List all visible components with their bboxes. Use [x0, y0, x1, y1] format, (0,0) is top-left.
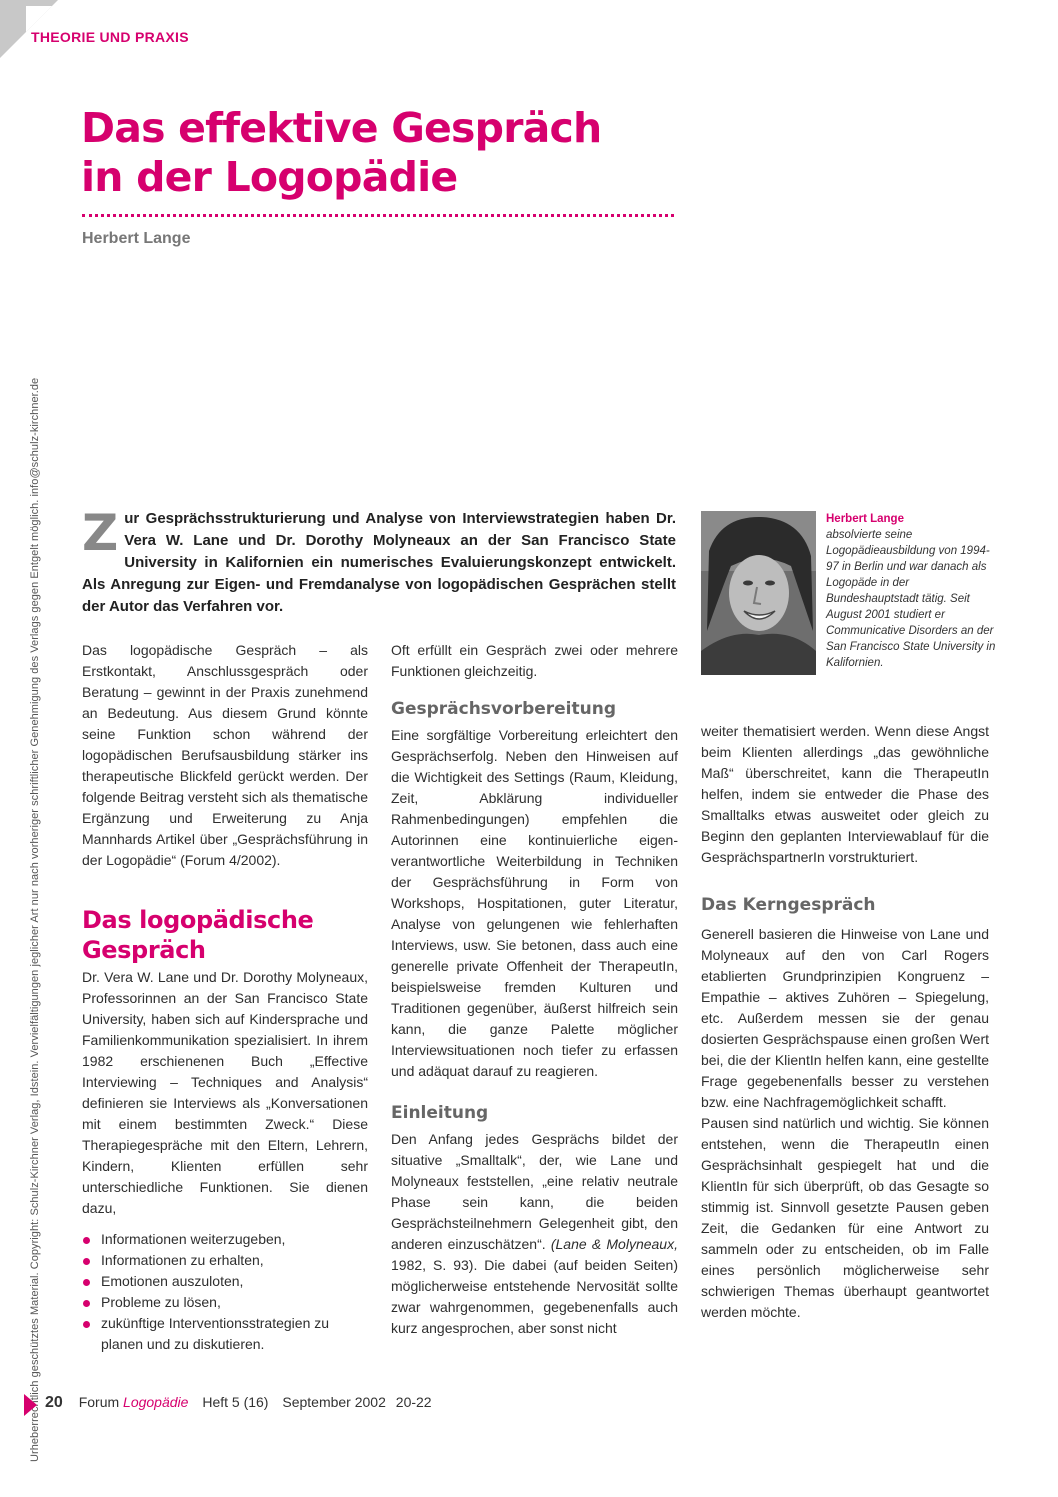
paragraph-vorbereitung: Eine sorgfältige Vorbereitung erleichtert den Gesprächserfolg. Neben den Hinweisen auf die Wichtigkeit des Settings (Raum, Kleidung, Zeit, Abklärung individueller Rahmenbedingungen) empfehlen die Autorinnen eine kontinuierliche eigen-verantwortliche Weiterbildung in Techniken der Gesprächsführung in Form von Workshops, Hospitationen, guter Literatur, Analyse von gelungenen wie fehlerhaften Interviews, usw. Sie betonen, dass auch eine generelle private Offenheit der TherapeutIn, beispielsweise fremden Kulturen und Traditionen gegenüber, äußerst hilfreich sein kann, die ganze Palette möglicher Interviewsituationen noch tiefer zu erfassen und adäquat darauf zu reagieren. — [391, 727, 678, 1079]
einleitung-text-b: 1982, S. 93). Die dabei (auf beiden Seiten) möglicherweise entstehende Nervosität sollte zwar wahrgenommen, gegebenenfalls auch kurz angesprochen, aber sonst nicht — [391, 1257, 678, 1336]
bio-text: absolvierte seine Logopädieausbildung von 1994-97 in Berlin und war danach als Logopäde in der Bundeshauptstadt tätig. Seit August 2001 studiert er Communicative Disorders an der San Francisco State University in Kalifornien. — [826, 529, 996, 669]
page-number: 20 — [45, 1394, 63, 1411]
column-1 — [82, 640, 368, 1355]
paragraph-einleitung — [391, 1129, 678, 1339]
list-item: Informationen zu erhalten, — [82, 1250, 368, 1271]
page-range: 20-22 — [395, 1394, 432, 1410]
paragraph-lane-molyneaux: Dr. Vera W. Lane und Dr. Dorothy Molyneaux, Professorinnen an der San Francisco State University, haben sich auf Kindersprache und Familienkommunikation spezialisiert. In ihrem 1982 erschienenen Buch „Effective Interviewing – Techniques and Analysis“ definieren sie Interviews als „Konversationen mit einem bestimmten Zweck.“ Diese Therapiegespräche mit den Eltern, Lehrern, Kindern, Klienten erfüllen sehr unterschiedliche Funktionen. Sie dienen dazu, — [82, 969, 368, 1216]
lead-text: ur Gesprächsstrukturierung und Analyse von Interviewstrategien haben Dr. Vera W. Lane und Dr. Dorothy Molyneaux an der San Francisco State University in Kalifornien ein numerisches Evaluierungskonzept entwickelt. Als Anregung zur Eigen- und Fremdanalyse von logopädischen Gesprächen stellt der Autor das Verfahren vor. — [82, 510, 676, 615]
citation: (Lane & Molyneaux, — [550, 1236, 678, 1252]
list-item: Informationen weiterzugeben, — [82, 1229, 368, 1250]
einleitung-text-a: Den Anfang jedes Gesprächs bildet der situative „Smalltalk“, der, wie Lane und Molyneaux feststellen, „eine relativ neutrale Phase sein kann, die beiden Gesprächsteilnehmern Gelegenheit gibt, den anderen einzuschätzen“. — [391, 1131, 678, 1252]
journal-name-a: Forum — [78, 1394, 124, 1410]
title-divider — [82, 214, 674, 217]
paragraph-pausen: Pausen sind natürlich und wichtig. Sie können entstehen, wenn die TherapeutIn einen Gesprächsinhalt gespiegelt hat und die KlientIn für sich überprüft, ob das Gesagte so stimmig ist. Sinnvoll gesetzte Pausen geben Zeit, die Gedanken für eine Antwort zu sammeln oder zu entscheiden, ob im Falle eines persönlich möglicherweise sehr schwierigen Themas überhaupt geantwortet werden möchte. — [701, 1115, 989, 1320]
title-line-1: Das effektive Gespräch — [81, 104, 602, 152]
heading-einleitung: Einleitung — [391, 1103, 489, 1123]
column-2 — [391, 640, 678, 1339]
drop-cap: Z — [82, 504, 119, 562]
heading-logopaedische-gespraech: Das logopädische Gespräch — [82, 906, 314, 964]
page-footer — [45, 1394, 432, 1412]
list-item: zukünftige Interventionsstrategien zu planen und zu diskutieren. — [82, 1313, 368, 1355]
paragraph-smalltalk: weiter thematisiert werden. Wenn diese Angst beim Klienten allerdings „das gewöhnliche Maß“ überschreitet, kann die TherapeutIn helfen, indem sie entweder die Phase des Smalltalks etwas ausweitet oder gleich zu Beginn den geplanten Interviewablauf für die GesprächspartnerIn vorstrukturiert. — [701, 723, 989, 865]
author-name: Herbert Lange — [82, 230, 191, 247]
article-title — [81, 104, 601, 202]
issue-date: September 2002 — [282, 1394, 386, 1410]
functions-list — [82, 1229, 368, 1355]
heading-gespraechsvorbereitung: Gesprächsvorbereitung — [391, 699, 617, 719]
footer-marker-icon — [24, 1394, 37, 1416]
title-line-2: in der Logopädie — [81, 153, 458, 201]
list-item: Emotionen auszuloten, — [82, 1271, 368, 1292]
author-bio — [826, 511, 996, 671]
intro-paragraph: Das logopädische Gespräch – als Erstkontakt, Anschlussgespräch oder Beratung – gewinnt in der Praxis zunehmend an Bedeutung. Aus diesem Grund könnte seine Funktion schon während der logopädischen Berufsausbildung stärker ins therapeutische Blickfeld gerückt werden. Der folgende Beitrag versteht sich als thematische Ergänzung und Erweiterung zu Anja Mannhards Artikel über „Gesprächsführung in der Logopädie“ (Forum 4/2002). — [82, 642, 368, 868]
journal-name-b: Logopädie — [123, 1394, 189, 1410]
author-photo — [701, 511, 816, 675]
section-tag: THEORIE UND PRAXIS — [31, 29, 189, 45]
bio-name: Herbert Lange — [826, 513, 904, 525]
paragraph-kerngespraech: Generell basieren die Hinweise von Lane und Molyneaux auf den von Carl Rogers etablierten Grundprinzipien Kongruenz – Empathie – aktives Zuhören – Spiegelung, etc. Außerdem messen sie der genau dosierten Gesprächspause einen großen Wert bei, die der KlientIn helfen kann, eine gestellte Frage gegebenenfalls besser zu verstehen bzw. eine Nachfragemöglichkeit schafft. — [701, 926, 989, 1110]
column-3 — [701, 721, 989, 1323]
copyright-notice: Urheberrechtlich geschütztes Material. Copyright: Schulz-Kirchner Verlag, Idstein. Vervielfältigungen jeglicher Art nur nach vorheriger schriftlicher Genehmigung des Verlags gegen Entgelt möglich. info@schulz-kirchner.de — [29, 377, 41, 1462]
issue: Heft 5 (16) — [202, 1394, 269, 1410]
paragraph-functions: Oft erfüllt ein Gespräch zwei oder mehrere Funktionen gleichzeitig. — [391, 642, 678, 679]
lead-paragraph — [82, 504, 676, 618]
heading-kerngespraech: Das Kerngespräch — [701, 895, 876, 915]
list-item: Probleme zu lösen, — [82, 1292, 368, 1313]
